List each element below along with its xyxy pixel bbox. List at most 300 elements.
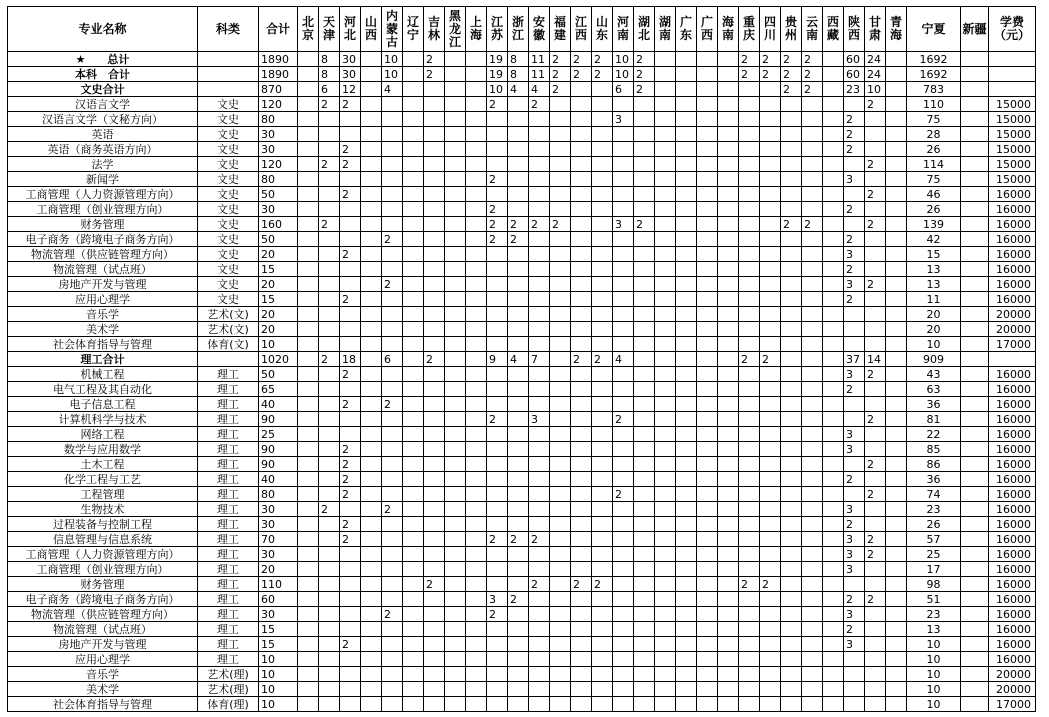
province-quota-cell (865, 577, 886, 592)
province-quota-cell (613, 592, 634, 607)
xinjiang-quota-cell (961, 52, 989, 67)
tuition-cell (989, 67, 1036, 82)
province-quota-cell (676, 247, 697, 262)
province-quota-cell: 23 (844, 82, 865, 97)
tuition-cell: 16000 (989, 592, 1036, 607)
province-quota-cell (487, 472, 508, 487)
province-quota-cell: 11 (529, 52, 550, 67)
province-quota-cell (655, 607, 676, 622)
province-quota-cell (361, 67, 382, 82)
province-quota-cell (340, 697, 361, 712)
province-quota-cell (865, 502, 886, 517)
province-quota-cell (340, 547, 361, 562)
province-quota-cell: 3 (844, 367, 865, 382)
ningxia-quota-cell: 1692 (907, 52, 961, 67)
province-quota-cell (697, 262, 718, 277)
xinjiang-quota-cell (961, 502, 989, 517)
province-quota-cell (529, 517, 550, 532)
province-quota-cell (445, 202, 466, 217)
total-cell: 90 (259, 442, 298, 457)
province-quota-cell: 2 (865, 367, 886, 382)
province-quota-cell (718, 502, 739, 517)
province-quota-cell (655, 202, 676, 217)
ningxia-quota-cell: 10 (907, 697, 961, 712)
province-quota-cell (340, 172, 361, 187)
province-quota-cell (718, 262, 739, 277)
province-quota-cell (382, 427, 403, 442)
province-quota-cell (361, 682, 382, 697)
province-quota-cell (802, 607, 823, 622)
province-quota-cell (487, 622, 508, 637)
tuition-cell: 16000 (989, 292, 1036, 307)
province-quota-cell (634, 307, 655, 322)
province-quota-cell (886, 607, 907, 622)
province-quota-cell (466, 532, 487, 547)
province-quota-cell (718, 142, 739, 157)
province-quota-cell (487, 187, 508, 202)
table-row (8, 502, 1036, 517)
province-quota-cell (466, 217, 487, 232)
province-quota-cell (466, 247, 487, 262)
xinjiang-quota-cell (961, 442, 989, 457)
province-quota-cell (844, 457, 865, 472)
province-quota-cell (781, 187, 802, 202)
province-quota-cell: 2 (571, 52, 592, 67)
total-cell: 20 (259, 247, 298, 262)
ningxia-quota-cell: 20 (907, 322, 961, 337)
tuition-cell: 17000 (989, 337, 1036, 352)
category-cell: 理工 (198, 472, 259, 487)
province-quota-cell (655, 292, 676, 307)
ningxia-quota-cell: 23 (907, 607, 961, 622)
province-quota-cell (403, 697, 424, 712)
xinjiang-quota-cell (961, 97, 989, 112)
province-quota-cell (718, 562, 739, 577)
header-province-jilin: 吉林 (424, 7, 445, 52)
province-quota-cell (676, 607, 697, 622)
province-quota-cell: 2 (529, 577, 550, 592)
province-quota-cell (676, 322, 697, 337)
province-quota-cell (676, 67, 697, 82)
province-quota-cell: 2 (487, 412, 508, 427)
ningxia-quota-cell: 85 (907, 442, 961, 457)
ningxia-quota-cell: 10 (907, 337, 961, 352)
province-quota-cell (739, 592, 760, 607)
province-quota-cell (403, 487, 424, 502)
province-quota-cell (361, 247, 382, 262)
province-quota-cell (319, 112, 340, 127)
province-quota-cell (823, 592, 844, 607)
province-quota-cell (529, 667, 550, 682)
tuition-cell: 16000 (989, 382, 1036, 397)
province-quota-cell (718, 547, 739, 562)
category-cell: 文史 (198, 202, 259, 217)
province-quota-cell (865, 382, 886, 397)
province-quota-cell (676, 97, 697, 112)
province-quota-cell: 19 (487, 67, 508, 82)
province-quota-cell (655, 187, 676, 202)
province-quota-cell (298, 667, 319, 682)
xinjiang-quota-cell (961, 622, 989, 637)
province-quota-cell (592, 697, 613, 712)
ningxia-quota-cell: 20 (907, 307, 961, 322)
province-quota-cell (445, 607, 466, 622)
province-quota-cell (382, 262, 403, 277)
province-quota-cell (298, 82, 319, 97)
ningxia-quota-cell: 139 (907, 217, 961, 232)
total-cell: 25 (259, 427, 298, 442)
province-quota-cell (487, 682, 508, 697)
province-quota-cell: 2 (844, 517, 865, 532)
province-quota-cell (886, 262, 907, 277)
province-quota-cell (424, 112, 445, 127)
province-quota-cell (634, 352, 655, 367)
province-quota-cell (361, 367, 382, 382)
major-name-cell: 英语 (8, 127, 198, 142)
ningxia-quota-cell: 43 (907, 367, 961, 382)
province-quota-cell (655, 637, 676, 652)
province-quota-cell (760, 277, 781, 292)
province-quota-cell (466, 352, 487, 367)
province-quota-cell (697, 52, 718, 67)
major-name-cell: 应用心理学 (8, 652, 198, 667)
province-quota-cell: 19 (487, 52, 508, 67)
province-quota-cell (634, 682, 655, 697)
xinjiang-quota-cell (961, 367, 989, 382)
table-row (8, 667, 1036, 682)
province-quota-cell (298, 382, 319, 397)
province-quota-cell: 2 (382, 607, 403, 622)
ningxia-quota-cell: 13 (907, 277, 961, 292)
province-quota-cell (298, 637, 319, 652)
province-quota-cell (676, 547, 697, 562)
province-quota-cell (340, 427, 361, 442)
province-quota-cell (319, 562, 340, 577)
province-quota-cell (823, 337, 844, 352)
province-quota-cell (550, 682, 571, 697)
province-quota-cell (613, 277, 634, 292)
province-quota-cell (865, 112, 886, 127)
province-quota-cell (718, 442, 739, 457)
province-quota-cell (403, 292, 424, 307)
province-quota-cell (613, 472, 634, 487)
province-quota-cell (298, 517, 319, 532)
province-quota-cell (697, 457, 718, 472)
province-quota-cell (613, 292, 634, 307)
province-quota-cell (487, 667, 508, 682)
province-quota-cell (571, 637, 592, 652)
province-quota-cell (718, 82, 739, 97)
province-quota-cell (676, 442, 697, 457)
xinjiang-quota-cell (961, 187, 989, 202)
province-quota-cell (571, 97, 592, 112)
header-province-fujian: 福建 (550, 7, 571, 52)
province-quota-cell (571, 667, 592, 682)
province-quota-cell (571, 322, 592, 337)
category-cell (198, 52, 259, 67)
province-quota-cell (613, 307, 634, 322)
province-quota-cell (781, 322, 802, 337)
major-name-cell: 电子商务（跨境电子商务方向） (8, 232, 198, 247)
province-quota-cell (403, 652, 424, 667)
province-quota-cell (571, 292, 592, 307)
province-quota-cell (466, 397, 487, 412)
province-quota-cell (487, 562, 508, 577)
province-quota-cell (592, 232, 613, 247)
province-quota-cell (697, 247, 718, 262)
province-quota-cell (676, 412, 697, 427)
category-cell: 理工 (198, 577, 259, 592)
province-quota-cell: 2 (781, 217, 802, 232)
major-name-cell: 社会体育指导与管理 (8, 337, 198, 352)
province-quota-cell (886, 457, 907, 472)
province-quota-cell (424, 667, 445, 682)
tuition-cell: 17000 (989, 697, 1036, 712)
province-quota-cell (466, 517, 487, 532)
province-quota-cell (445, 322, 466, 337)
province-quota-cell (592, 472, 613, 487)
province-quota-cell: 2 (382, 277, 403, 292)
province-quota-cell (445, 457, 466, 472)
province-quota-cell (613, 652, 634, 667)
province-quota-cell (550, 487, 571, 502)
header-province-hubei: 湖北 (634, 7, 655, 52)
province-quota-cell (298, 622, 319, 637)
total-cell: 70 (259, 532, 298, 547)
province-quota-cell (508, 292, 529, 307)
xinjiang-quota-cell (961, 82, 989, 97)
table-row (8, 142, 1036, 157)
xinjiang-quota-cell (961, 487, 989, 502)
province-quota-cell (760, 517, 781, 532)
province-quota-cell: 2 (340, 247, 361, 262)
table-row (8, 157, 1036, 172)
province-quota-cell (655, 502, 676, 517)
province-quota-cell (739, 367, 760, 382)
province-quota-cell (802, 337, 823, 352)
province-quota-cell (361, 322, 382, 337)
province-quota-cell (634, 442, 655, 457)
province-quota-cell (865, 292, 886, 307)
province-quota-cell (592, 427, 613, 442)
province-quota-cell (445, 112, 466, 127)
province-quota-cell: 3 (844, 172, 865, 187)
province-quota-cell (382, 142, 403, 157)
province-quota-cell (802, 697, 823, 712)
province-quota-cell (886, 547, 907, 562)
province-quota-cell (403, 232, 424, 247)
province-quota-cell (823, 667, 844, 682)
province-quota-cell (739, 532, 760, 547)
province-quota-cell (403, 352, 424, 367)
province-quota-cell (760, 667, 781, 682)
province-quota-cell (361, 427, 382, 442)
province-quota-cell (844, 697, 865, 712)
province-quota-cell: 2 (613, 412, 634, 427)
province-quota-cell (382, 292, 403, 307)
province-quota-cell (781, 367, 802, 382)
province-quota-cell (886, 592, 907, 607)
province-quota-cell (718, 532, 739, 547)
province-quota-cell: 2 (844, 232, 865, 247)
table-row (8, 622, 1036, 637)
province-quota-cell (697, 397, 718, 412)
province-quota-cell (676, 592, 697, 607)
province-quota-cell (445, 667, 466, 682)
province-quota-cell (613, 547, 634, 562)
province-quota-cell (739, 157, 760, 172)
province-quota-cell (529, 247, 550, 262)
province-quota-cell: 2 (802, 52, 823, 67)
province-quota-cell (571, 217, 592, 232)
province-quota-cell (445, 52, 466, 67)
province-quota-cell (298, 142, 319, 157)
province-quota-cell (739, 337, 760, 352)
province-quota-cell (508, 97, 529, 112)
province-quota-cell (550, 127, 571, 142)
province-quota-cell (298, 232, 319, 247)
province-quota-cell (634, 142, 655, 157)
xinjiang-quota-cell (961, 172, 989, 187)
table-row-subtotal (8, 52, 1036, 67)
province-quota-cell (403, 442, 424, 457)
province-quota-cell (781, 502, 802, 517)
province-quota-cell (655, 382, 676, 397)
province-quota-cell (382, 697, 403, 712)
province-quota-cell (298, 67, 319, 82)
province-quota-cell: 2 (487, 217, 508, 232)
province-quota-cell (592, 622, 613, 637)
province-quota-cell (382, 517, 403, 532)
province-quota-cell: 2 (382, 397, 403, 412)
province-quota-cell: 2 (739, 67, 760, 82)
major-name-cell: 生物技术 (8, 502, 198, 517)
province-quota-cell (529, 637, 550, 652)
province-quota-cell (571, 367, 592, 382)
province-quota-cell (676, 277, 697, 292)
province-quota-cell (886, 337, 907, 352)
total-cell: 90 (259, 457, 298, 472)
province-quota-cell: 2 (550, 217, 571, 232)
xinjiang-quota-cell (961, 607, 989, 622)
province-quota-cell (487, 652, 508, 667)
province-quota-cell (676, 622, 697, 637)
province-quota-cell (319, 382, 340, 397)
province-quota-cell (550, 397, 571, 412)
province-quota-cell (361, 667, 382, 682)
province-quota-cell (382, 547, 403, 562)
province-quota-cell (718, 472, 739, 487)
province-quota-cell (445, 577, 466, 592)
province-quota-cell (571, 232, 592, 247)
province-quota-cell (382, 337, 403, 352)
province-quota-cell (571, 517, 592, 532)
province-quota-cell (886, 382, 907, 397)
province-quota-cell (655, 577, 676, 592)
ningxia-quota-cell: 57 (907, 532, 961, 547)
province-quota-cell (655, 622, 676, 637)
province-quota-cell (592, 172, 613, 187)
province-quota-cell (676, 502, 697, 517)
province-quota-cell (781, 562, 802, 577)
province-quota-cell (571, 622, 592, 637)
province-quota-cell: 4 (508, 82, 529, 97)
province-quota-cell (340, 592, 361, 607)
province-quota-cell (781, 547, 802, 562)
category-cell: 体育(理) (198, 697, 259, 712)
table-row (8, 517, 1036, 532)
province-quota-cell (655, 247, 676, 262)
province-quota-cell (886, 307, 907, 322)
province-quota-cell (718, 232, 739, 247)
province-quota-cell (886, 247, 907, 262)
province-quota-cell: 2 (487, 607, 508, 622)
province-quota-cell (403, 67, 424, 82)
province-quota-cell: 2 (319, 157, 340, 172)
province-quota-cell (319, 697, 340, 712)
province-quota-cell (739, 247, 760, 262)
province-quota-cell (802, 382, 823, 397)
province-quota-cell: 3 (844, 547, 865, 562)
province-quota-cell (844, 337, 865, 352)
province-quota-cell (550, 547, 571, 562)
province-quota-cell (382, 487, 403, 502)
province-quota-cell (781, 232, 802, 247)
province-quota-cell (865, 232, 886, 247)
province-quota-cell: 2 (781, 52, 802, 67)
province-quota-cell (550, 412, 571, 427)
province-quota-cell (655, 262, 676, 277)
province-quota-cell (613, 637, 634, 652)
province-quota-cell: 30 (340, 52, 361, 67)
ningxia-quota-cell: 98 (907, 577, 961, 592)
table-row (8, 427, 1036, 442)
category-cell: 文史 (198, 172, 259, 187)
province-quota-cell (424, 97, 445, 112)
xinjiang-quota-cell (961, 652, 989, 667)
table-row (8, 367, 1036, 382)
province-quota-cell (550, 592, 571, 607)
province-quota-cell (529, 457, 550, 472)
province-quota-cell (382, 382, 403, 397)
province-quota-cell: 2 (865, 277, 886, 292)
province-quota-cell: 3 (613, 217, 634, 232)
province-quota-cell (592, 442, 613, 457)
province-quota-cell (298, 337, 319, 352)
province-quota-cell (823, 112, 844, 127)
table-row (8, 412, 1036, 427)
xinjiang-quota-cell (961, 352, 989, 367)
province-quota-cell (655, 157, 676, 172)
tuition-cell: 15000 (989, 97, 1036, 112)
province-quota-cell (592, 187, 613, 202)
province-quota-cell (634, 622, 655, 637)
major-name-cell: 应用心理学 (8, 292, 198, 307)
province-quota-cell: 2 (844, 202, 865, 217)
province-quota-cell: 2 (340, 142, 361, 157)
ningxia-quota-cell: 23 (907, 502, 961, 517)
province-quota-cell (655, 232, 676, 247)
table-row (8, 337, 1036, 352)
tuition-cell: 16000 (989, 637, 1036, 652)
xinjiang-quota-cell (961, 262, 989, 277)
total-cell: 30 (259, 502, 298, 517)
province-quota-cell: 9 (487, 352, 508, 367)
province-quota-cell (739, 442, 760, 457)
province-quota-cell (655, 97, 676, 112)
province-quota-cell (466, 682, 487, 697)
province-quota-cell (319, 532, 340, 547)
